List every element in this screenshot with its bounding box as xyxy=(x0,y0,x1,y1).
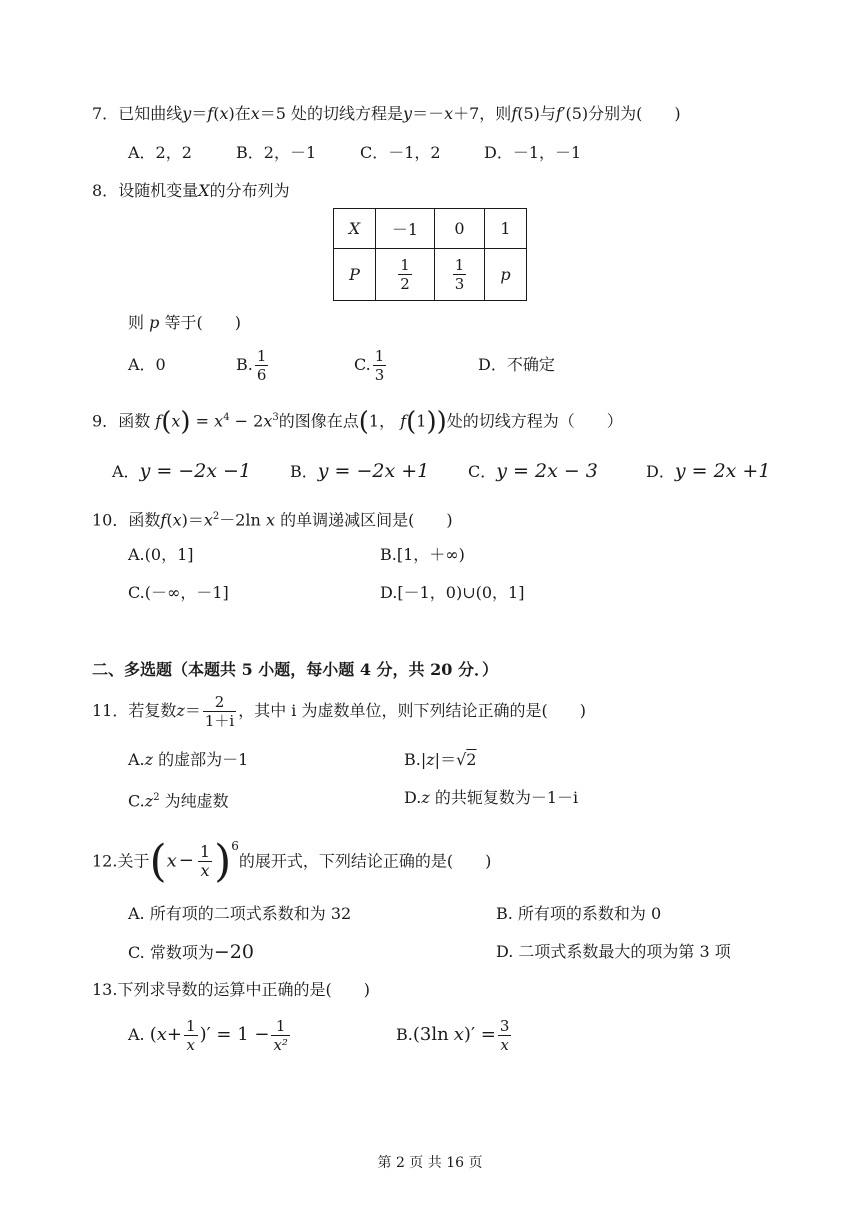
q11-text: √ xyxy=(456,750,467,769)
q8-text: C. xyxy=(354,355,371,374)
q13-text: )′ = xyxy=(463,1024,496,1045)
section-title: 二、多选题（本题共 5 小题，每小题 4 分，共 20 分．） xyxy=(92,660,498,679)
q9-superscript: 3 xyxy=(272,412,279,423)
fraction-denominator: x xyxy=(186,1036,196,1054)
q12-paren: ) xyxy=(214,835,232,887)
table-cell xyxy=(376,249,435,301)
q13-text: A. xyxy=(128,1025,145,1044)
q7-text: f xyxy=(207,104,214,123)
q8-ask xyxy=(128,313,241,333)
q12-text: 的展开式，下列结论正确的是( ) xyxy=(238,851,492,871)
q11-text: ，其中 i 为虚数单位，则下列结论正确的是( ) xyxy=(238,701,586,720)
q7-text: f xyxy=(511,104,518,123)
q7-text: )在 xyxy=(228,104,251,123)
q7-option-c: C．－1，2 xyxy=(360,143,441,162)
q9-option-label: A． xyxy=(112,462,140,481)
fraction-numerator: 2 xyxy=(203,693,236,712)
q12-text: 关于 xyxy=(117,851,150,871)
q13-text: B. xyxy=(396,1025,413,1044)
fraction-denominator: x² xyxy=(273,1036,288,1054)
q13-number: 13. xyxy=(92,980,118,999)
q7-text: x xyxy=(444,104,454,123)
fraction-numerator: 1 xyxy=(400,256,410,274)
q9-text: 1 xyxy=(416,411,427,431)
q9-text: = xyxy=(195,411,210,431)
q8-text: X xyxy=(198,181,210,200)
question-9 xyxy=(92,404,623,435)
q9-option-d xyxy=(646,459,770,484)
table-cell: X xyxy=(334,209,376,249)
q12-exponent: 6 xyxy=(231,839,239,853)
q9-text: x xyxy=(171,411,181,431)
fraction-numerator: 1 xyxy=(271,1017,289,1036)
q9-text: x xyxy=(263,411,273,431)
q9-number: 9． xyxy=(92,411,119,431)
fraction xyxy=(198,843,212,880)
q10-text: ( xyxy=(166,510,173,530)
q10-text: x xyxy=(265,510,275,530)
question-8 xyxy=(92,181,290,201)
q11-option-d xyxy=(404,788,578,808)
q10-number: 10． xyxy=(92,510,129,530)
q8-option-b xyxy=(236,346,270,384)
q9-option-label: B． xyxy=(290,462,318,481)
q11-text: z xyxy=(426,750,435,769)
q10-option-d: D.[－1，0)∪(0，1] xyxy=(380,583,525,602)
q10-option-a: A.(0，1] xyxy=(128,545,194,564)
q12-option-a: A. 所有项的二项式系数和为 32 xyxy=(128,904,352,923)
q11-text: z xyxy=(421,788,430,807)
q7-option-a: A．2，2 xyxy=(128,143,192,162)
fraction-numerator: 1 xyxy=(374,347,385,365)
fraction xyxy=(373,347,387,384)
fraction-numerator: 1 xyxy=(454,256,465,274)
q11-text: C. xyxy=(128,791,145,811)
q7-text: y xyxy=(403,104,413,123)
q12-option-c xyxy=(128,941,254,964)
q12-text: − xyxy=(178,850,194,872)
q9-option-b xyxy=(290,459,429,484)
q13-text: )′ = 1 − xyxy=(199,1024,270,1045)
fraction-denominator: 2 xyxy=(400,275,410,293)
fraction-denominator: x xyxy=(200,861,210,881)
q10-text: －2ln xyxy=(219,510,261,530)
q9-option-label: C． xyxy=(468,462,497,481)
fraction-denominator: 6 xyxy=(256,366,267,384)
q7-text: ＝ xyxy=(191,104,208,123)
distribution-table xyxy=(333,208,527,301)
q11-text: 的虚部为－1 xyxy=(158,750,249,769)
q7-text: ′(5)分别为( ) xyxy=(561,104,681,123)
q10-option-b: B.[1，＋∞) xyxy=(380,545,465,564)
q13-text: ( xyxy=(149,1024,157,1045)
q9-text: 处的切线方程为（ ） xyxy=(446,411,623,431)
table-cell xyxy=(435,249,485,301)
q9-text: x xyxy=(214,411,224,431)
fraction-numerator: 3 xyxy=(499,1017,510,1035)
table-cell: 1 xyxy=(485,209,527,249)
fraction xyxy=(203,693,236,730)
q13-text: x xyxy=(156,1024,167,1045)
q9-text: 函数 xyxy=(118,411,151,431)
q7-text: x xyxy=(219,104,229,123)
q11-text: 的共轭复数为－1－i xyxy=(434,788,579,807)
fraction-denominator: 3 xyxy=(374,366,385,384)
question-11 xyxy=(92,689,586,733)
q12-number: 12. xyxy=(92,851,118,871)
q7-option-b: B．2，－1 xyxy=(236,143,317,162)
q9-option-c xyxy=(468,459,598,484)
q9-option-a xyxy=(112,459,251,484)
q11-text: |＝ xyxy=(434,750,457,769)
q13-text: (3ln xyxy=(412,1024,449,1045)
q11-text: ＝ xyxy=(184,701,201,720)
table-row xyxy=(334,249,527,301)
q11-text: B.| xyxy=(404,750,427,769)
q8-option-a: A．0 xyxy=(128,355,166,374)
q9-text: ( xyxy=(406,406,417,437)
q9-option-value: y = −2x −1 xyxy=(139,460,252,482)
q10-text: )＝ xyxy=(181,510,204,530)
q10-text: f xyxy=(160,510,167,530)
question-12 xyxy=(92,826,491,892)
q7-option-d: D．－1，－1 xyxy=(484,143,582,162)
fraction-denominator: x xyxy=(500,1036,509,1054)
table-cell: －1 xyxy=(376,209,435,249)
q11-text: D. xyxy=(404,788,422,807)
q10-text: x xyxy=(172,510,182,530)
q10-option-c: C.(－∞，－1] xyxy=(128,583,229,602)
q8-text: B. xyxy=(236,355,253,374)
q9-option-value: y = 2x +1 xyxy=(674,460,771,482)
q9-option-value: y = −2x +1 xyxy=(317,460,430,482)
q11-text: z xyxy=(144,791,154,811)
q11-option-b xyxy=(404,750,476,770)
fraction-numerator: 1 xyxy=(199,842,211,862)
q11-text: z xyxy=(144,750,154,769)
q7-text: ＝5 处的切线方程是 xyxy=(259,104,404,123)
q11-text: 为纯虚数 xyxy=(164,791,229,811)
q9-superscript: 4 xyxy=(223,412,230,423)
q8-option-c xyxy=(354,346,388,384)
q8-number: 8． xyxy=(92,181,119,200)
question-10 xyxy=(92,507,453,530)
q8-option-d: D．不确定 xyxy=(478,355,555,374)
q9-option-value: y = 2x − 3 xyxy=(496,460,598,482)
fraction xyxy=(398,256,412,293)
q12-option-b: B. 所有项的系数和为 0 xyxy=(496,904,662,923)
q12-option-d: D. 二项式系数最大的项为第 3 项 xyxy=(496,942,731,961)
q9-text: 1， xyxy=(368,411,396,431)
q11-text: 若复数 xyxy=(128,701,177,720)
q9-text: 的图像在点 xyxy=(278,411,359,431)
q9-text: 2 xyxy=(253,411,264,431)
q13-text: 下列求导数的运算中正确的是( ) xyxy=(117,980,370,999)
q10-text: 函数 xyxy=(128,510,161,530)
fraction-denominator: 3 xyxy=(454,275,465,293)
fraction-numerator: 1 xyxy=(186,1017,196,1035)
q10-text: x xyxy=(203,510,213,530)
q10-text: 的单调递减区间是( ) xyxy=(280,510,453,530)
fraction-denominator: 1＋i xyxy=(204,712,235,730)
q7-text: y xyxy=(182,104,192,123)
q11-number: 11． xyxy=(92,701,129,720)
q11-text: 2 xyxy=(466,750,477,769)
q8-text: p xyxy=(149,313,160,332)
q8-text: 则 xyxy=(128,313,145,332)
q9-option-label: D． xyxy=(646,462,675,481)
q12-paren: ( xyxy=(149,835,167,887)
question-7 xyxy=(92,104,681,124)
q11-text: z xyxy=(176,701,185,720)
table-cell: p xyxy=(485,249,527,301)
question-13 xyxy=(92,980,370,1000)
fraction xyxy=(453,256,467,293)
q9-text: ( xyxy=(161,406,172,437)
q13-option-b xyxy=(396,1012,513,1058)
q13-text: + xyxy=(166,1024,183,1045)
page-number: 第 2 页 共 16 页 xyxy=(377,1155,483,1171)
q8-text: 等于( ) xyxy=(164,313,241,332)
q11-superscript: 2 xyxy=(153,792,160,803)
q9-text: ) xyxy=(180,406,191,437)
table-cell: 0 xyxy=(435,209,485,249)
q7-text: ( xyxy=(213,104,220,123)
q9-text: ) xyxy=(426,406,437,437)
q11-option-c xyxy=(128,788,229,811)
table-row xyxy=(334,209,527,249)
q7-number: 7． xyxy=(92,104,119,123)
q12-text: −20 xyxy=(213,941,254,963)
q7-text: 已知曲线 xyxy=(118,104,183,123)
fraction xyxy=(498,1017,512,1054)
q9-text: f xyxy=(400,411,407,431)
q12-text: C. 常数项为 xyxy=(128,943,214,962)
fraction-numerator: 1 xyxy=(256,347,267,365)
q7-text: (5)与 xyxy=(517,104,556,123)
q7-text: x xyxy=(250,104,260,123)
table-cell: P xyxy=(334,249,376,301)
q9-text: ) xyxy=(436,406,447,437)
q8-text: 设随机变量 xyxy=(118,181,199,200)
q10-superscript: 2 xyxy=(212,511,220,522)
q9-text: ( xyxy=(358,406,369,437)
q7-text: ＝－ xyxy=(412,104,445,123)
fraction xyxy=(255,347,269,384)
q9-text: f xyxy=(155,411,162,431)
q8-text: 的分布列为 xyxy=(209,181,290,200)
q9-text: − xyxy=(234,411,249,431)
q11-text: A. xyxy=(128,750,145,769)
fraction xyxy=(184,1017,198,1054)
q7-text: f xyxy=(555,104,562,123)
q12-text: x xyxy=(166,850,177,872)
q13-text: x xyxy=(453,1024,464,1045)
fraction xyxy=(271,1017,289,1054)
q11-option-a xyxy=(128,750,248,770)
q13-option-a xyxy=(128,1012,292,1058)
q7-text: ＋7，则 xyxy=(453,104,512,123)
